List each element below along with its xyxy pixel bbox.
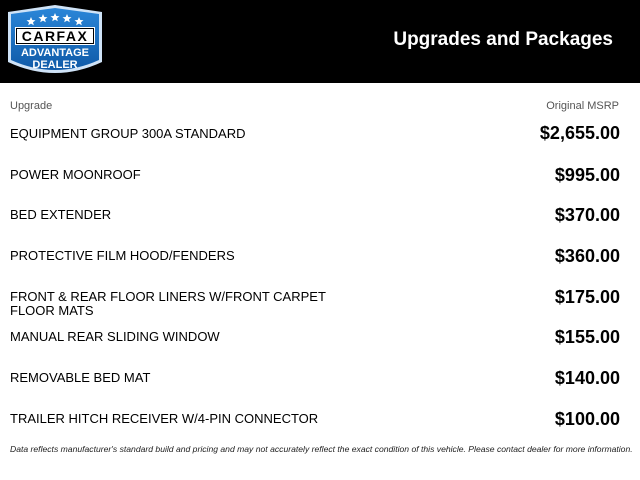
header-bar: [0, 0, 640, 83]
upgrade-price: $140.00: [554, 368, 620, 389]
upgrades-list: [0, 122, 640, 448]
list-item: [0, 325, 640, 366]
list-item: [0, 407, 640, 448]
list-item: [0, 366, 640, 407]
upgrade-price: $175.00: [554, 286, 620, 307]
upgrade-name: BED EXTENDER: [10, 207, 112, 223]
column-header-original-msrp: Original MSRP: [546, 100, 619, 112]
svg-text:ADVANTAGE: ADVANTAGE: [20, 47, 90, 59]
disclaimer-text: Data reflects manufacturer's standard build and pricing and may not accurately reflect the exact condition of this vehicle. Please contact dealer for more information.: [10, 444, 633, 454]
upgrade-name: FRONT & REAR FLOOR LINERS W/FRONT CARPET FLOOR MATS: [10, 288, 326, 318]
upgrade-name: EQUIPMENT GROUP 300A STANDARD: [10, 126, 246, 141]
list-item: [0, 285, 640, 326]
upgrade-name: MANUAL REAR SLIDING WINDOW: [10, 329, 220, 345]
upgrade-price: $370.00: [554, 205, 620, 226]
column-header-upgrade: Upgrade: [10, 100, 53, 112]
list-item: [0, 244, 640, 285]
upgrade-name: PROTECTIVE FILM HOOD/FENDERS: [10, 248, 235, 264]
list-item: [0, 203, 640, 244]
upgrade-name: POWER MOONROOF: [10, 166, 141, 182]
svg-text:DEALER: DEALER: [32, 59, 78, 71]
list-item: [0, 122, 640, 163]
page-title: Upgrades and Packages: [393, 29, 613, 50]
upgrade-name: TRAILER HITCH RECEIVER W/4-PIN CONNECTOR: [10, 410, 319, 426]
upgrade-price: $2,655.00: [539, 123, 620, 143]
upgrade-price: $360.00: [554, 246, 620, 267]
carfax-advantage-dealer-logo: [5, 4, 105, 79]
upgrade-price: $155.00: [554, 327, 620, 348]
upgrade-price: $995.00: [554, 164, 620, 185]
svg-text:CARFAX: CARFAX: [21, 28, 89, 44]
list-item: [0, 163, 640, 204]
upgrade-price: $100.00: [554, 408, 620, 429]
upgrade-name: REMOVABLE BED MAT: [10, 370, 151, 386]
